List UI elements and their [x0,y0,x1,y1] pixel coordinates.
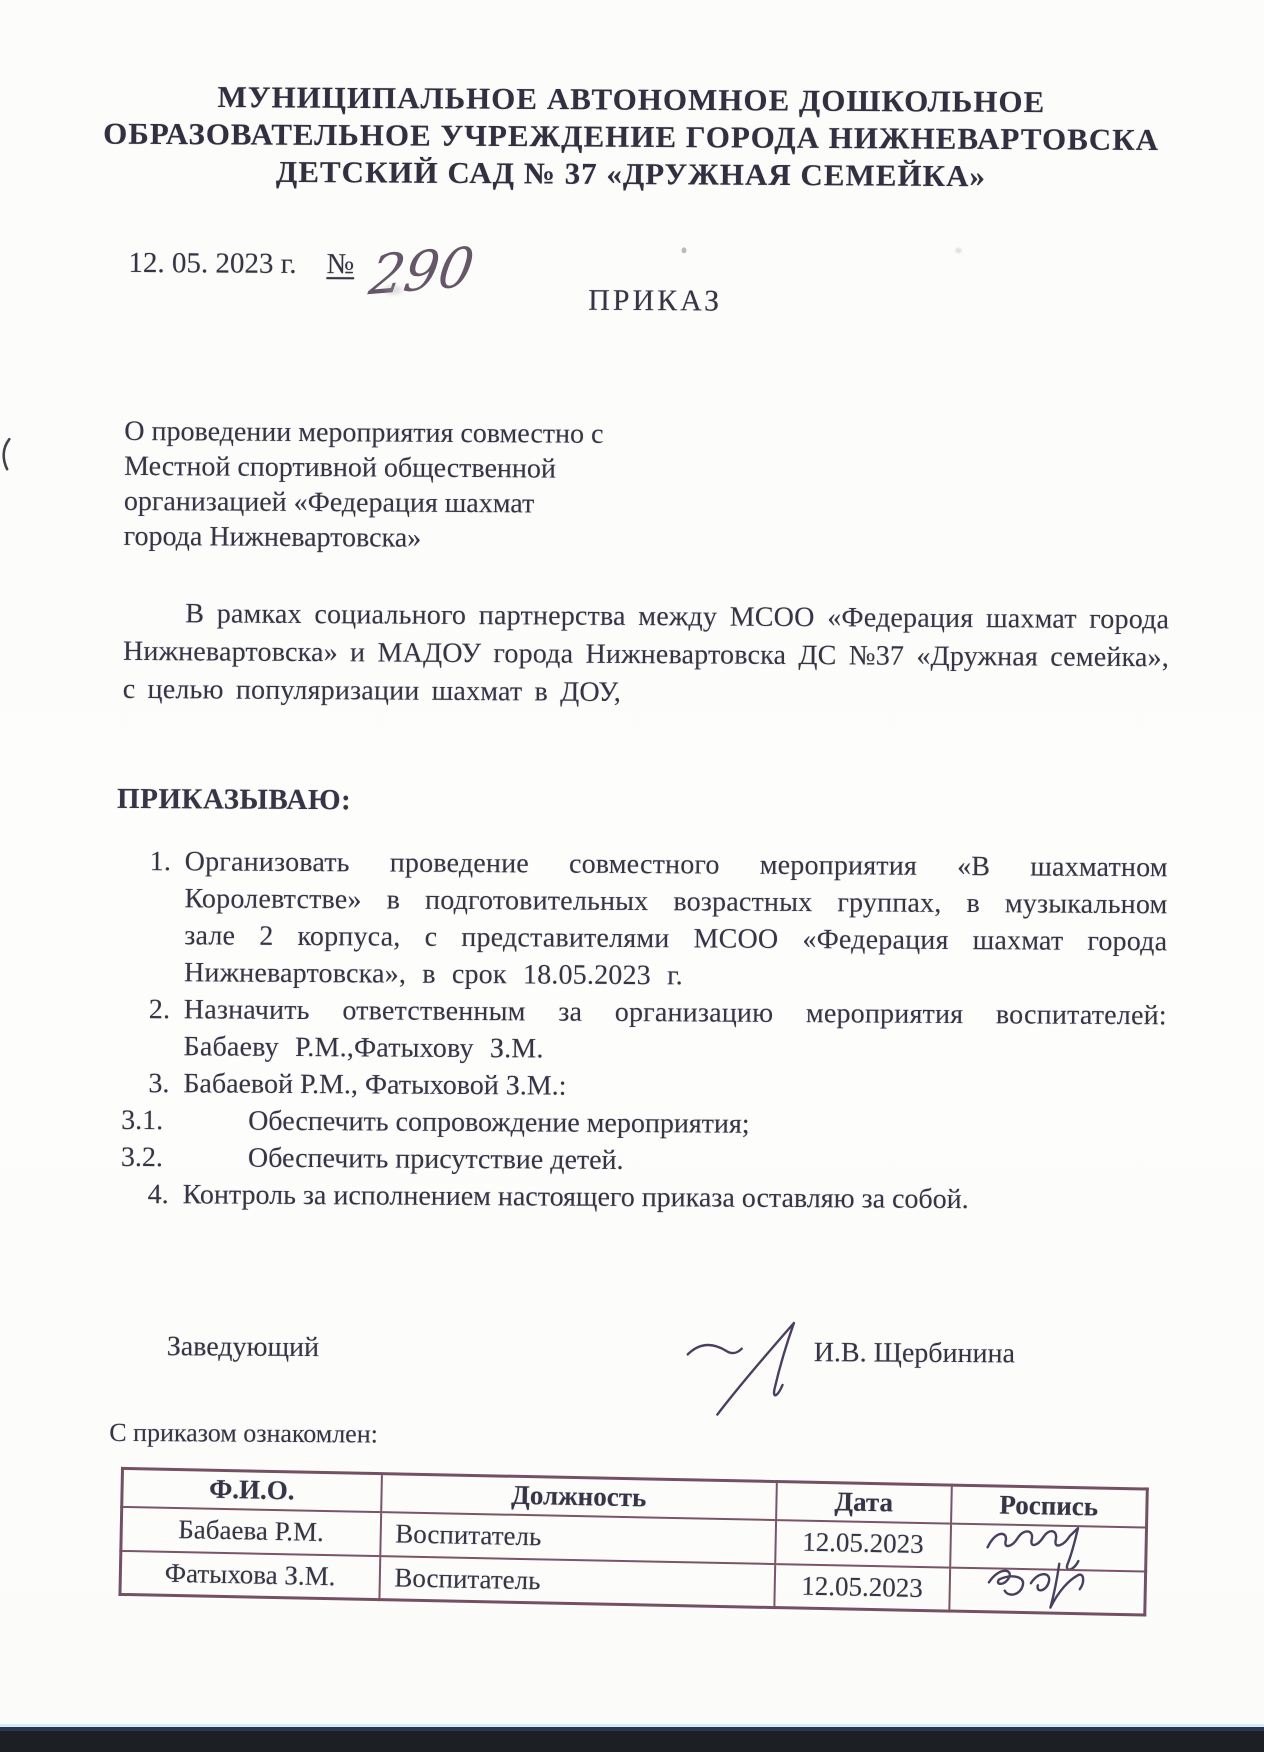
col-header-date: Дата [776,1482,951,1523]
order-item-3 [120,1065,1166,1108]
signer-name: И.В. Щербинина [813,1337,1016,1370]
scan-speck [955,248,961,253]
col-header-name: Ф.И.О. [122,1468,382,1511]
order-item-number: 3.2. [120,1141,164,1174]
order-item-number: 2. [148,994,171,1026]
row-position: Воспитатель [380,1512,776,1564]
row-name: Фатыхова З.М. [120,1550,380,1599]
order-item-number: 4. [147,1179,169,1211]
order-item-text: Обеспечить присутствие детей. [247,1142,624,1176]
row-signature-cell [949,1567,1146,1615]
order-item-3-2 [120,1139,1166,1182]
org-header-line-2: ОБРАЗОВАТЕЛЬНОЕ УЧРЕЖДЕНИЕ ГОРОДА НИЖНЕВАРТОВСКА [103,116,1160,157]
org-header-line-3: ДЕТСКИЙ САД № 37 «ДРУЖНАЯ СЕМЕЙКА» [275,154,987,194]
acknowledgement-table [118,1467,1148,1617]
org-header-line-1: МУНИЦИПАЛЬНОЕ АВТОНОМНОЕ ДОШКОЛЬНОЕ [217,79,1046,119]
scan-speck [384,285,402,294]
row-date: 12.05.2023 [774,1564,950,1611]
order-item-4 [120,1176,1166,1219]
col-header-position: Должность [381,1474,777,1520]
subject-block [124,414,604,557]
row-date: 12.05.2023 [775,1520,951,1567]
preamble-paragraph: В рамках социального партнерства между МСОО «Федерация шахмат города Нижневартовска» и МАДОУ города Нижневартовска ДС №37 «Дружная семейка», с целью популяризации шахмат в ДОУ, [122,598,1170,708]
scan-speck [681,247,686,253]
order-item-text: Назначить ответственным за организацию мероприятия воспитателей: Бабаеву Р.М.,Фатыхову З.М. [183,994,1167,1065]
employee-signature-icon [980,1556,1109,1613]
scanner-dark-band [0,1731,1264,1752]
order-item-number: 3. [148,1068,170,1100]
order-item-3-1 [120,1102,1166,1145]
order-date: 12. 05. 2023 г. [128,246,297,280]
signer-position-title: Заведующий [166,1331,320,1364]
order-item-text: Организовать проведение совместного мероприятия «В шахматном Королевтстве» в подготовительных возрастных группах, в музыкальном зале 2 корпуса, с представителями МСОО «Федерация шахмат города Нижневартовска», в срок 18.05.2023 г. [183,846,1168,992]
org-header [39,78,1224,197]
order-heading: ПРИКАЗЫВАЮ: [117,782,352,817]
scan-artifact-mark [0,436,14,472]
handwritten-order-number: 290 [365,235,479,308]
order-item-number: 3.1. [121,1104,164,1137]
subject-line-3: организацией «Федерация шахмат [123,485,535,520]
table-row [120,1550,1146,1615]
row-position: Воспитатель [379,1556,775,1608]
order-item-text: Контроль за исполнением настоящего приказа оставляю за собой. [182,1179,969,1216]
order-item-number: 1. [149,846,172,878]
order-item-text: Бабаевой Р.М., Фатыховой З.М.: [183,1068,567,1102]
subject-line-2: Местной спортивной общественной [124,450,557,485]
document-type-title: ПРИКАЗ [588,283,723,318]
acknowledgement-label: С приказом ознакомлен: [109,1417,378,1449]
row-name: Бабаева Р.М. [121,1506,381,1555]
subject-line-1: О проведении мероприятия совместно с [124,415,604,450]
order-item-2 [120,991,1166,1071]
subject-line-4: города Нижневартовска» [123,520,422,554]
number-sign: № [326,248,355,281]
order-item-1 [121,843,1168,997]
col-header-signature: Роспись [951,1485,1148,1527]
order-items-list [120,843,1168,1219]
order-item-text: Обеспечить сопровождение мероприятия; [248,1105,750,1140]
